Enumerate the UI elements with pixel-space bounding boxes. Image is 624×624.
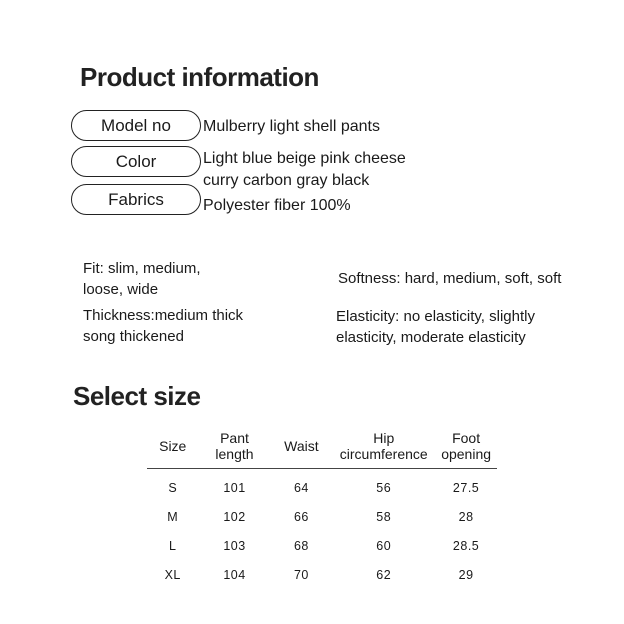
table-row [147, 531, 497, 560]
fit-line: loose, wide [83, 281, 159, 298]
model-no-label: Model no [71, 110, 201, 141]
header-text: Foot [452, 430, 481, 446]
header-text: Hip [373, 430, 395, 446]
header-pant-length [198, 430, 270, 469]
table-row [147, 560, 497, 589]
softness-attribute [338, 268, 561, 289]
thickness-line: Thickness:medium thick [83, 307, 244, 324]
select-size-title: Select size [73, 381, 201, 411]
cell-hip: 58 [376, 509, 392, 524]
fabrics-value [203, 195, 351, 217]
cell-foot-opening: 28.5 [452, 538, 480, 553]
fabrics-label: Fabrics [71, 184, 201, 215]
thickness-line: song thickened [83, 328, 184, 345]
cell-hip: 62 [376, 567, 392, 582]
softness-line: Softness: hard, medium, soft, soft [338, 270, 562, 287]
cell-size: L [169, 538, 177, 553]
cell-waist: 66 [293, 509, 309, 524]
cell-foot-opening: 27.5 [452, 480, 480, 495]
cell-size: S [168, 480, 178, 495]
cell-hip: 56 [376, 480, 392, 495]
cell-pant-length: 104 [223, 567, 246, 582]
fit-attribute [83, 258, 201, 300]
cell-pant-length: 102 [223, 509, 246, 524]
table-row [147, 469, 497, 503]
size-table-header-row [147, 430, 497, 469]
color-value-line: curry carbon gray black [203, 172, 370, 189]
header-waist [271, 430, 333, 469]
color-label: Color [71, 146, 201, 177]
cell-pant-length: 101 [223, 480, 246, 495]
fit-line: Fit: slim, medium, [83, 260, 201, 277]
fabrics-value-line: Polyester fiber 100% [203, 197, 351, 214]
cell-foot-opening: 28 [458, 509, 474, 524]
cell-size: M [167, 509, 179, 524]
product-info-title: Product information [80, 62, 319, 92]
elasticity-line: elasticity, moderate elasticity [336, 329, 526, 346]
header-size [147, 430, 198, 469]
cell-waist: 70 [293, 567, 309, 582]
header-foot-opening [435, 430, 497, 469]
cell-foot-opening: 29 [458, 567, 474, 582]
color-value [203, 148, 406, 192]
header-text: opening [441, 446, 492, 462]
cell-waist: 64 [293, 480, 309, 495]
header-text: Waist [284, 438, 319, 454]
model-no-value-line: Mulberry light shell pants [203, 118, 380, 135]
cell-hip: 60 [376, 538, 392, 553]
thickness-attribute [83, 305, 243, 347]
header-text: circumference [339, 446, 428, 462]
color-value-line: Light blue beige pink cheese [203, 150, 406, 167]
cell-size: XL [164, 567, 181, 582]
header-text: Size [159, 438, 187, 454]
cell-pant-length: 103 [223, 538, 246, 553]
size-table [147, 430, 497, 589]
header-text: Pant [220, 430, 249, 446]
cell-waist: 68 [293, 538, 309, 553]
elasticity-line: Elasticity: no elasticity, slightly [336, 308, 535, 325]
model-no-value [203, 116, 380, 138]
header-text: length [215, 446, 254, 462]
header-hip-circumference [332, 430, 435, 469]
elasticity-attribute [336, 306, 535, 348]
table-row [147, 502, 497, 531]
